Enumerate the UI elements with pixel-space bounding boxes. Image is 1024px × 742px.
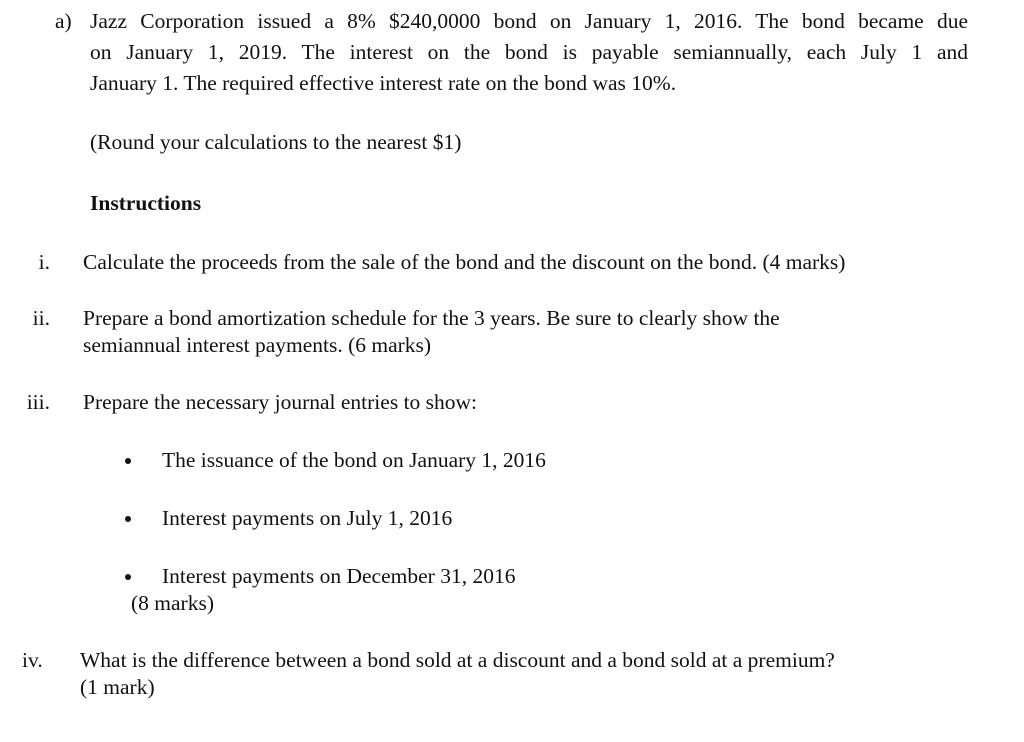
item-numeral-i: i. — [38, 250, 50, 274]
rounding-note: (Round your calculations to the nearest $1) — [90, 130, 462, 154]
bullet-item-july: Interest payments on July 1, 2016 — [162, 506, 453, 530]
item-numeral-ii: ii. — [32, 306, 50, 330]
bullet-icon — [125, 516, 131, 522]
bullet-item-december: Interest payments on December 31, 2016 — [162, 564, 516, 588]
item-ii-line-2: semiannual interest payments. (6 marks) — [83, 333, 432, 357]
bullet-icon — [125, 458, 131, 464]
question-marker: a) — [55, 9, 72, 33]
question-line-3: January 1. The required effective interest rate on the bond was 10%. — [90, 71, 677, 95]
bullet-item-issuance: The issuance of the bond on January 1, 2016 — [162, 448, 546, 472]
item-iii-line-1: Prepare the necessary journal entries to show: — [83, 390, 478, 414]
item-i-line-1: Calculate the proceeds from the sale of the bond and the discount on the bond. (4 marks) — [83, 250, 846, 274]
item-ii-line-1: Prepare a bond amortization schedule for the 3 years. Be sure to clearly show the — [83, 306, 780, 330]
item-iii-marks: (8 marks) — [131, 591, 214, 615]
item-numeral-iv: iv. — [22, 648, 43, 672]
item-iv-line-1: What is the difference between a bond sold at a discount and a bond sold at a premium? — [80, 648, 835, 672]
question-line-2: on January 1, 2019. The interest on the bond is payable semiannually, each July 1 and — [90, 40, 968, 64]
question-line-1: Jazz Corporation issued a 8% $240,0000 bond on January 1, 2016. The bond became due — [90, 9, 968, 33]
item-numeral-iii: iii. — [26, 390, 50, 414]
bullet-icon — [125, 574, 131, 580]
instructions-heading: Instructions — [90, 191, 202, 215]
item-iv-line-2: (1 mark) — [80, 675, 155, 699]
